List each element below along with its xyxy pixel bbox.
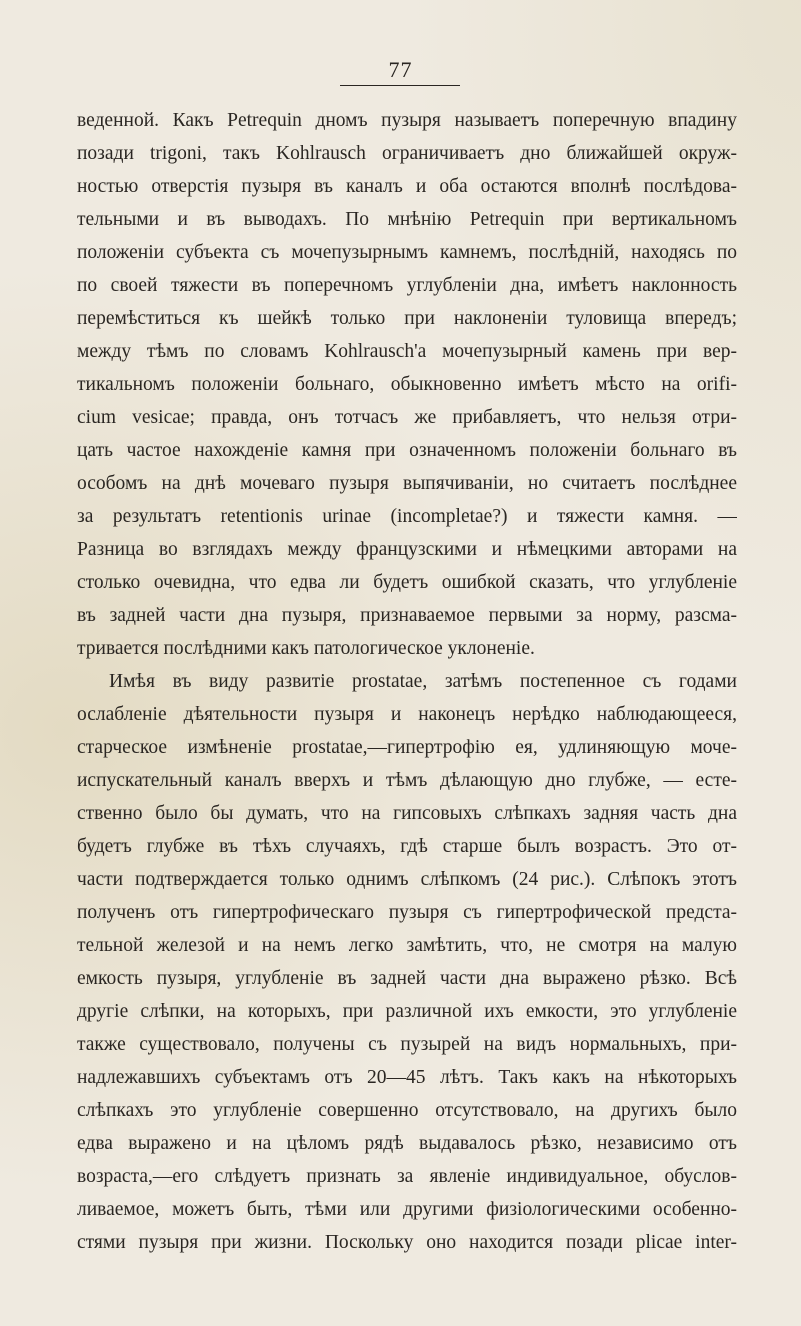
text-line: возраста,—его слѣдуетъ признать за явленіе индивидуальное, обуслов- bbox=[77, 1166, 737, 1187]
text-line: позади trigoni, такъ Kohlrausch ограничиваетъ дно ближайшей окруж- bbox=[77, 143, 737, 164]
text-line: перемѣститься къ шейкѣ только при наклоненіи туловища впередъ; bbox=[77, 308, 737, 329]
text-line: между тѣмъ по словамъ Kohlrausch'a мочепузырный камень при вер- bbox=[77, 341, 737, 362]
text-line: будетъ глубже въ тѣхъ случаяхъ, гдѣ старше былъ возрастъ. Это от- bbox=[77, 836, 737, 857]
text-line: едва выражено и на цѣломъ рядѣ выдавалось рѣзко, независимо отъ bbox=[77, 1133, 737, 1154]
text-line: Разница во взглядахъ между французскими и нѣмецкими авторами на bbox=[77, 539, 737, 560]
text-line: cium vesicae; правда, онъ тотчасъ же прибавляетъ, что нельзя отри- bbox=[77, 407, 737, 428]
text-line: слѣпкахъ это углубленіе совершенно отсутствовало, на другихъ было bbox=[77, 1100, 737, 1121]
text-line: полученъ отъ гипертрофическаго пузыря съ гипертрофической предста- bbox=[77, 902, 737, 923]
header-rule bbox=[340, 85, 460, 86]
text-line: другіе слѣпки, на которыхъ, при различной ихъ емкости, это углубленіе bbox=[77, 1001, 737, 1022]
text-line: части подтверждается только однимъ слѣпкомъ (24 рис.). Слѣпокъ этотъ bbox=[77, 869, 737, 890]
text-line: старческое измѣненіе prostatae,—гипертрофію ея, удлиняющую моче- bbox=[77, 737, 737, 758]
text-line: испускательный каналъ вверхъ и тѣмъ дѣлающую дно глубже, — есте- bbox=[77, 770, 737, 791]
text-line: веденной. Какъ Petrequin дномъ пузыря называетъ поперечную впадину bbox=[77, 110, 737, 131]
body-text bbox=[77, 104, 737, 1259]
text-line: тикальномъ положеніи больнаго, обыкновенно имѣетъ мѣсто на orifi- bbox=[77, 374, 737, 395]
text-line: также существовало, получены съ пузырей на видъ нормальныхъ, при- bbox=[77, 1034, 737, 1055]
text-line: тельной железой и на немъ легко замѣтить, что, не смотря на малую bbox=[77, 935, 737, 956]
text-line: цать частое нахожденіе камня при означенномъ положеніи больнаго въ bbox=[77, 440, 737, 461]
text-line: ственно было бы думать, что на гипсовыхъ слѣпкахъ задняя часть дна bbox=[77, 803, 737, 824]
text-line: ностью отверстія пузыря въ каналъ и оба остаются вполнѣ послѣдова- bbox=[77, 176, 737, 197]
text-line: по своей тяжести въ поперечномъ углубленіи дна, имѣетъ наклонность bbox=[77, 275, 737, 296]
text-line: Имѣя въ виду развитіе prostatae, затѣмъ постепенное съ годами bbox=[109, 671, 737, 692]
text-line: ливаемое, можетъ быть, тѣми или другими физіологическими особенно- bbox=[77, 1199, 737, 1220]
text-line: ослабленіе дѣятельности пузыря и наконецъ нерѣдко наблюдающееся, bbox=[77, 704, 737, 725]
text-line: тривается послѣдними какъ патологическое уклоненіе. bbox=[77, 638, 535, 659]
text-line: за результатъ retentionis urinae (incompletae?) и тяжести камня. — bbox=[77, 506, 737, 527]
text-line: положеніи субъекта съ мочепузырнымъ камнемъ, послѣдній, находясь по bbox=[77, 242, 737, 263]
text-line: стями пузыря при жизни. Поскольку оно находится позади plicae inter- bbox=[77, 1232, 737, 1253]
text-line: тельными и въ выводахъ. По мнѣнію Petrequin при вертикальномъ bbox=[77, 209, 737, 230]
text-line: надлежавшихъ субъектамъ отъ 20—45 лѣтъ. Такъ какъ на нѣкоторыхъ bbox=[77, 1067, 737, 1088]
page-number: 77 bbox=[388, 57, 413, 82]
text-line: въ задней части дна пузыря, признаваемое первыми за норму, разсма- bbox=[77, 605, 737, 626]
text-line: емкость пузыря, углубленіе въ задней части дна выражено рѣзко. Всѣ bbox=[77, 968, 737, 989]
text-line: столько очевидна, что едва ли будетъ ошибкой сказать, что углубленіе bbox=[77, 572, 737, 593]
text-line: особомъ на днѣ мочеваго пузыря выпячиваніи, но считаетъ послѣднее bbox=[77, 473, 737, 494]
